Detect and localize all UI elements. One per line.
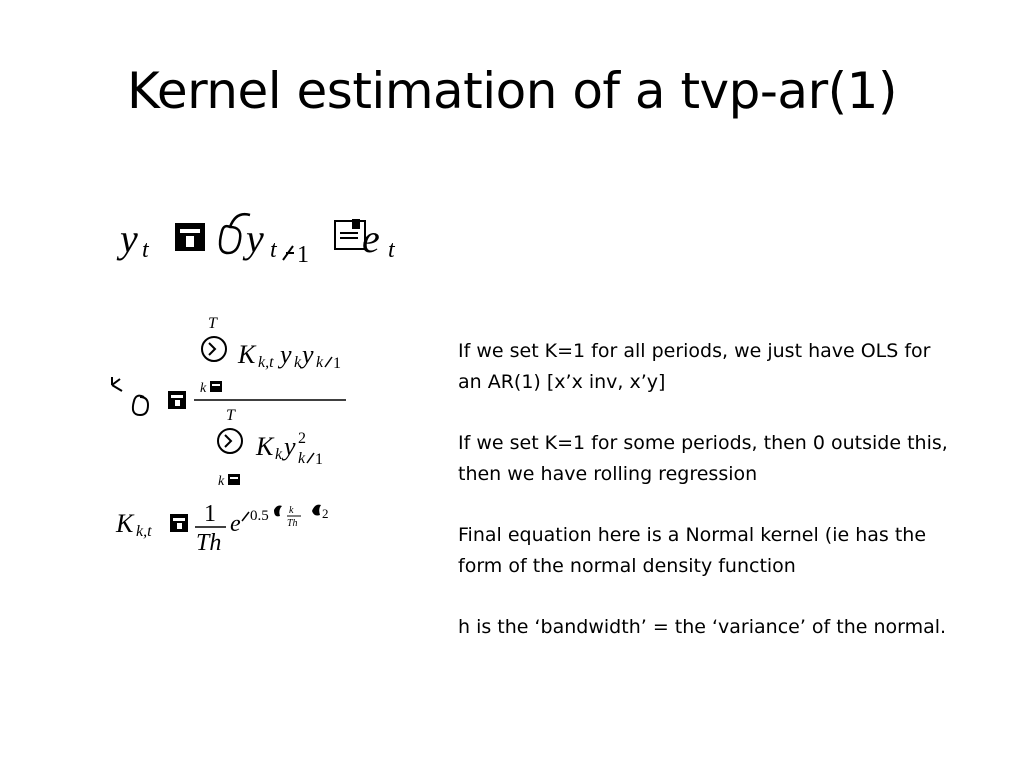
model-y-lag: y — [246, 216, 264, 261]
rho-glyph — [220, 226, 240, 253]
minus-glyph — [283, 246, 294, 260]
den-K: K — [256, 432, 274, 461]
kernel-paren-open-glyph — [274, 506, 282, 517]
kernel-equals-gap2 — [177, 523, 182, 529]
model-e-sub: t — [388, 237, 395, 263]
model-e: e — [362, 216, 380, 261]
model-y-lag-sub: t — [270, 237, 277, 263]
den-y-sup: 2 — [298, 430, 306, 447]
num-y1: y — [280, 340, 292, 369]
kernel-equals-gap — [173, 518, 185, 521]
den-lower-eq-gap — [230, 477, 238, 479]
kernel-exp-inner-den: Th — [287, 518, 298, 529]
den-y-sub: k — [298, 450, 306, 467]
num-K: K — [238, 340, 256, 369]
model-equation — [116, 214, 396, 268]
slide-title: Kernel estimation of a tvp-ar(1) — [127, 62, 897, 120]
plus-glyph-mark — [352, 219, 360, 229]
kernel-exp-minus — [242, 512, 249, 521]
equals-glyph-gap2 — [186, 236, 194, 247]
den-minus-glyph — [307, 453, 314, 463]
estimator-equation — [112, 315, 346, 489]
equations-area — [100, 205, 440, 565]
note-bandwidth: h is the ‘bandwidth’ = the ‘variance’ of the normal. — [458, 616, 947, 638]
num-y2-one: 1 — [333, 355, 341, 372]
num-y2: y — [302, 340, 314, 369]
rho-hat-glyph — [112, 377, 122, 391]
equations-svg — [100, 205, 440, 565]
note-ols: If we set K=1 for all periods, we just have OLS for an AR(1) [x’x inv, x’y] — [458, 340, 931, 393]
num-y1-sub: k — [294, 354, 302, 371]
kernel-e: e — [230, 511, 241, 537]
den-lower-eq-glyph — [228, 474, 240, 485]
model-lag-one: 1 — [297, 242, 309, 268]
sum-glyph-den-mark — [225, 435, 231, 447]
est-equals-gap — [171, 395, 183, 398]
note-rolling: If we set K=1 for some periods, then 0 outside this, then we have rolling regression — [458, 432, 948, 485]
kernel-exp-power: 2 — [322, 506, 329, 521]
kernel-K-sub: k,t — [136, 523, 152, 540]
num-lower-eq-gap — [212, 384, 220, 386]
num-lower-eq-glyph — [210, 381, 222, 392]
num-minus-glyph — [325, 357, 332, 367]
note-normal-kernel: Final equation here is a Normal kernel (ie has the form of the normal density function — [458, 524, 927, 577]
kernel-K: K — [116, 509, 134, 538]
kernel-frac-den: Th — [196, 530, 222, 556]
num-y2-sub: k — [316, 354, 324, 371]
model-y-sub: t — [142, 237, 149, 263]
plus-glyph — [335, 221, 365, 249]
equals-glyph-gap — [180, 229, 200, 233]
num-upper-limit: T — [208, 315, 217, 332]
rho-glyph-est — [133, 396, 148, 415]
kernel-equation — [115, 501, 329, 556]
notes — [458, 336, 958, 674]
den-K-sub: k — [275, 446, 283, 463]
den-y: y — [284, 432, 296, 461]
num-lower-limit: k — [200, 381, 207, 396]
kernel-exp-inner-num: k — [289, 505, 294, 516]
num-K-sub: k,t — [258, 354, 274, 371]
den-y-one: 1 — [315, 451, 323, 468]
kernel-frac-num: 1 — [204, 501, 216, 527]
den-upper-limit: T — [226, 407, 235, 424]
kernel-exp-coef: 0.5 — [250, 508, 269, 524]
kernel-paren-close-glyph — [312, 505, 321, 516]
sum-glyph-num-mark — [209, 343, 215, 355]
model-y: y — [120, 216, 138, 261]
est-equals-gap2 — [175, 400, 180, 406]
den-lower-limit: k — [218, 474, 225, 489]
